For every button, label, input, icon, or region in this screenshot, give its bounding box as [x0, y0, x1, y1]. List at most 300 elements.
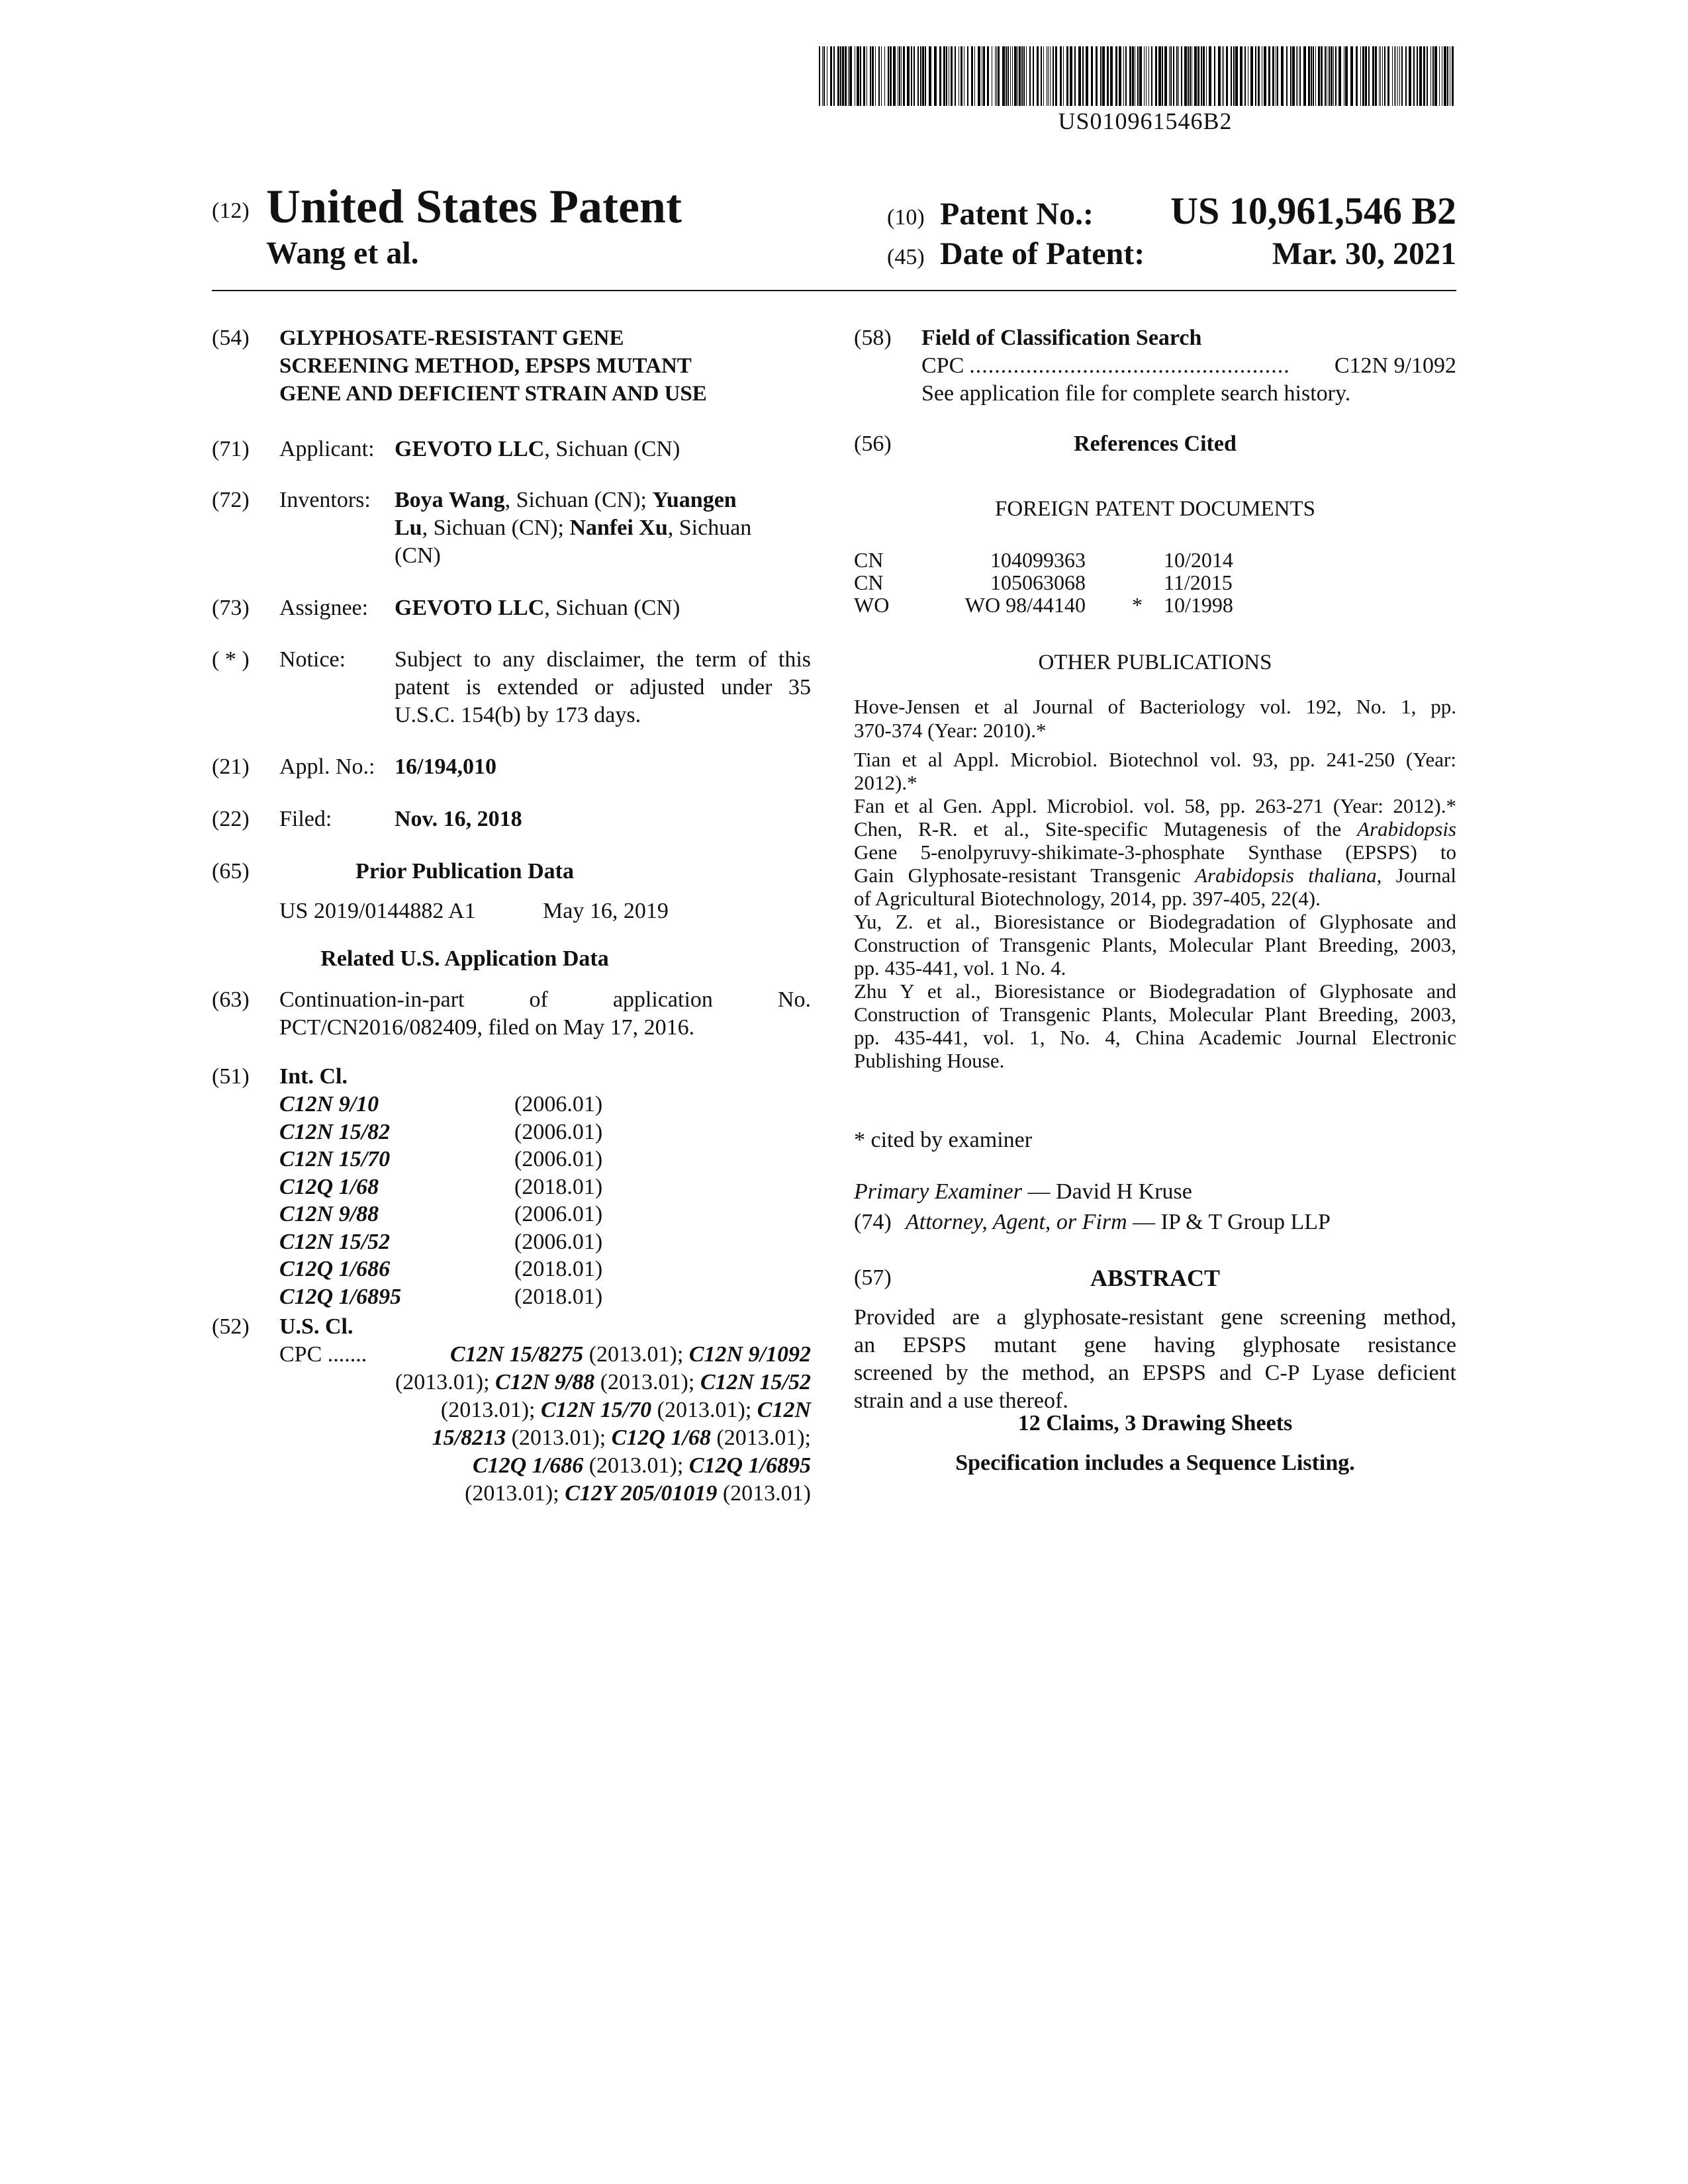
- notice-line: patent is extended or adjusted under 35: [395, 675, 811, 700]
- barcode-bar: [1382, 46, 1383, 106]
- barcode-bar: [1115, 46, 1117, 106]
- foreign-country: WO: [854, 593, 890, 617]
- cpc-class: C12N 9/88: [495, 1370, 595, 1394]
- patent-number: US 10,961,546 B2: [1170, 189, 1456, 232]
- int-cl-code: C12N 15/82: [279, 1119, 391, 1144]
- related-data-heading: Related U.S. Application Data: [320, 946, 609, 971]
- barcode-bar: [1296, 46, 1297, 106]
- barcode-bar: [1387, 46, 1389, 106]
- cpc-class: C12N 15/70: [540, 1398, 652, 1422]
- barcode-bar: [1318, 46, 1320, 106]
- abstract-line: Provided are a glyphosate-resistant gene screening method,: [854, 1305, 1456, 1330]
- barcode-bar: [860, 46, 861, 106]
- barcode-bar: [1017, 46, 1018, 106]
- foreign-country: CN: [854, 570, 884, 594]
- barcode-bar: [1173, 46, 1174, 106]
- prior-publication-number: US 2019/0144882 A1: [279, 899, 476, 923]
- code-52: (52): [212, 1314, 250, 1339]
- barcode-bar: [1272, 46, 1274, 106]
- filed-label: Filed:: [279, 807, 332, 831]
- cpc-class: C12N 9/1092: [688, 1342, 811, 1367]
- cpc-version: (2013.01): [717, 1481, 811, 1506]
- publication-line: pp. 435-441, vol. 1 No. 4.: [854, 956, 1066, 979]
- appl-no-label: Appl. No.:: [279, 754, 375, 779]
- barcode-bar: [1244, 46, 1246, 106]
- int-cl-version: (2006.01): [514, 1092, 603, 1116]
- barcode-bar: [1311, 46, 1312, 106]
- barcode-bar: [1014, 46, 1017, 106]
- barcode-bar: [1066, 46, 1068, 106]
- barcode-bar: [1012, 46, 1013, 106]
- barcode-bar: [1321, 46, 1323, 106]
- assignee-label: Assignee:: [279, 596, 369, 620]
- continuation-word: Continuation-in-part: [279, 987, 465, 1012]
- barcode-bar: [1240, 46, 1243, 106]
- barcode-bar: [1125, 46, 1127, 106]
- cited-by-examiner-note: * cited by examiner: [854, 1128, 1033, 1152]
- abstract-line: an EPSPS mutant gene having glyphosate resistance: [854, 1333, 1456, 1357]
- barcode-bar: [1132, 46, 1134, 106]
- barcode-bar: [1338, 46, 1341, 106]
- barcode-bar: [1384, 46, 1385, 106]
- barcode-bar: [1008, 46, 1009, 106]
- barcode-bar: [1201, 46, 1202, 106]
- barcode-bar: [830, 46, 832, 106]
- inventor-location: , Sichuan (CN);: [422, 516, 570, 540]
- cpc-class: C12Y 205/01019: [565, 1481, 718, 1506]
- inventor-location: (CN): [395, 543, 441, 568]
- barcode-bar: [1365, 46, 1367, 106]
- claims-summary: 12 Claims, 3 Drawing Sheets: [1017, 1411, 1293, 1435]
- barcode-bar: [1164, 46, 1167, 106]
- classification-cpc-row: [921, 352, 1456, 380]
- barcode-bar: [1184, 46, 1187, 106]
- barcode-bar: [1010, 46, 1011, 106]
- inventor-name: Lu: [395, 516, 422, 540]
- foreign-number: WO 98/44140: [964, 593, 1086, 617]
- barcode-bar: [1356, 46, 1358, 106]
- cpc-class: C12Q 1/686: [473, 1453, 584, 1478]
- code-63: (63): [212, 987, 250, 1012]
- barcode-bar: [1178, 46, 1179, 106]
- barcode-bar: [961, 46, 962, 106]
- publication-line: 2012).*: [854, 771, 917, 794]
- code-58: (58): [854, 326, 892, 350]
- barcode-bar: [1297, 46, 1298, 106]
- prior-publication-heading: Prior Publication Data: [355, 859, 574, 884]
- barcode-bar: [1250, 46, 1253, 106]
- barcode-bar: [1290, 46, 1291, 106]
- applicant-label: Applicant:: [279, 437, 375, 461]
- barcode-bar: [1375, 46, 1377, 106]
- barcode-bar: [1315, 46, 1316, 106]
- code-21: (21): [212, 754, 250, 779]
- int-cl-version: (2018.01): [514, 1257, 603, 1281]
- barcode-bar: [955, 46, 956, 106]
- barcode-bar: [1074, 46, 1076, 106]
- examiner-label: Primary Examiner: [854, 1179, 1023, 1204]
- abstract-line: screened by the method, an EPSPS and C-P Lyase deficient: [854, 1361, 1456, 1385]
- barcode-bar: [1235, 46, 1238, 106]
- cpc-version: (2013.01);: [440, 1398, 541, 1422]
- barcode-bar: [1303, 46, 1306, 106]
- filed-value: Nov. 16, 2018: [395, 807, 522, 831]
- barcode-bar: [1023, 46, 1025, 106]
- barcode-bar: [1209, 46, 1211, 106]
- inventor-name: Nanfei Xu: [569, 516, 668, 540]
- other-publications-heading: OTHER PUBLICATIONS: [1038, 651, 1272, 674]
- int-cl-version: (2006.01): [514, 1119, 603, 1144]
- cpc-label: CPC .......: [279, 1342, 367, 1367]
- barcode-bar: [1158, 46, 1161, 106]
- barcode-bar: [922, 46, 924, 106]
- barcode-bar: [1123, 46, 1124, 106]
- barcode-bar: [1026, 46, 1027, 106]
- us-cl-heading: U.S. Cl.: [279, 1314, 353, 1339]
- foreign-number: 105063068: [990, 570, 1086, 594]
- barcode-bar: [1181, 46, 1182, 106]
- barcode-bar: [1325, 46, 1326, 106]
- cpc-version: (2013.01);: [395, 1370, 496, 1394]
- barcode-bar: [849, 46, 852, 106]
- us-cl-body: [279, 1341, 811, 1508]
- foreign-date: 11/2015: [1164, 570, 1233, 594]
- barcode-bar: [1399, 46, 1400, 106]
- int-cl-version: (2006.01): [514, 1147, 603, 1171]
- barcode-bar: [1333, 46, 1334, 106]
- barcode-bar: [911, 46, 912, 106]
- attorney-dash: —: [1127, 1210, 1161, 1234]
- barcode-bar: [1233, 46, 1235, 106]
- foreign-document-row: [854, 546, 1251, 572]
- barcode-bar: [1021, 46, 1023, 106]
- barcode-bar: [917, 46, 919, 106]
- code-45: (45): [887, 245, 925, 269]
- int-cl-row: [279, 1228, 624, 1256]
- int-cl-version: (2018.01): [514, 1284, 603, 1309]
- int-cl-row: [279, 1255, 624, 1283]
- int-cl-version: (2006.01): [514, 1202, 603, 1226]
- barcode-bar: [1053, 46, 1054, 106]
- barcode-bar: [996, 46, 997, 106]
- barcode-bar: [1444, 46, 1446, 106]
- barcode-bar: [901, 46, 902, 106]
- barcode-bar: [1439, 46, 1440, 106]
- barcode-bar: [872, 46, 874, 106]
- barcode-bar: [1258, 46, 1260, 106]
- cpc-leader-dots: ...................................................: [969, 353, 1290, 378]
- int-cl-row: [279, 1201, 624, 1228]
- assignee-name: GEVOTO LLC: [395, 596, 545, 620]
- code-72: (72): [212, 488, 250, 512]
- examiner-name: David H Kruse: [1056, 1179, 1192, 1204]
- barcode-bar: [1264, 46, 1266, 106]
- sequence-listing-note: Specification includes a Sequence Listing.: [955, 1451, 1355, 1475]
- barcode-bar: [1350, 46, 1353, 106]
- barcode-bar: [920, 46, 921, 106]
- foreign-documents-table: [854, 546, 1456, 617]
- abstract-body: [854, 1304, 1456, 1415]
- foreign-document-row: [854, 569, 1251, 594]
- barcode-bar: [1086, 46, 1088, 106]
- barcode-bar: [833, 46, 835, 106]
- barcode-bar: [934, 46, 937, 106]
- barcode-bar: [1345, 46, 1348, 106]
- inventor-location: , Sichuan (CN);: [504, 488, 653, 512]
- code-10: (10): [887, 205, 925, 230]
- int-cl-code: C12Q 1/68: [279, 1174, 379, 1199]
- cpc-version: (2013.01);: [594, 1370, 700, 1394]
- barcode-bar: [837, 46, 839, 106]
- invention-title-line: GLYPHOSATE-RESISTANT GENE: [279, 326, 624, 350]
- publication-line: Construction of Transgenic Plants, Molecular Plant Breeding, 2003,: [854, 933, 1456, 956]
- barcode-bar: [1372, 46, 1374, 106]
- continuation-word: application: [612, 987, 713, 1012]
- prior-publication-date: May 16, 2019: [543, 899, 669, 923]
- publication-line: of Agricultural Biotechnology, 2014, pp. 397-405, 22(4).: [854, 887, 1321, 910]
- barcode-bar: [1188, 46, 1189, 106]
- examiner-dash: —: [1022, 1179, 1056, 1204]
- publication-line: Fan et al Gen. Appl. Microbiol. vol. 58, pp. 263-271 (Year: 2012).*: [854, 794, 1456, 817]
- cpc-class: C12N: [757, 1398, 811, 1422]
- barcode-bar: [1137, 46, 1139, 106]
- classification-heading: Field of Classification Search: [921, 326, 1202, 350]
- assignee-location: , Sichuan (CN): [544, 596, 680, 620]
- barcode-bar: [1055, 46, 1057, 106]
- foreign-date: 10/2014: [1164, 548, 1233, 572]
- barcode-bar: [1368, 46, 1370, 106]
- barcode-bar: [1268, 46, 1270, 106]
- int-cl-code: C12Q 1/6895: [279, 1284, 402, 1309]
- abstract-line: strain and a use thereof.: [854, 1388, 1068, 1413]
- barcode-bar: [881, 46, 882, 106]
- publication-text: , Journal: [1376, 864, 1456, 887]
- barcode-bar: [1226, 46, 1228, 106]
- barcode-bar: [1427, 46, 1428, 106]
- code-56: (56): [854, 432, 892, 456]
- appl-no-value: 16/194,010: [395, 754, 496, 779]
- cpc-version: (2013.01);: [465, 1481, 565, 1506]
- barcode-bar: [1447, 46, 1448, 106]
- publication-line: Hove-Jensen et al Journal of Bacteriology vol. 192, No. 1, pp.: [854, 695, 1456, 718]
- barcode-bar: [1331, 46, 1333, 106]
- publication-line: Construction of Transgenic Plants, Molecular Plant Breeding, 2003,: [854, 1003, 1456, 1026]
- invention-title-line: SCREENING METHOD, EPSPS MUTANT: [279, 354, 692, 378]
- barcode-bar: [1222, 46, 1223, 106]
- barcode-bar: [1139, 46, 1142, 106]
- barcode-bar: [1394, 46, 1395, 106]
- cpc-value: C12N 9/1092: [1334, 353, 1456, 378]
- barcode-bar: [929, 46, 931, 106]
- barcode-bar: [1231, 46, 1232, 106]
- barcode-bar: [1392, 46, 1393, 106]
- primary-examiner-row: [854, 1178, 1456, 1206]
- barcode-bar: [1395, 46, 1396, 106]
- barcode-bar: [925, 46, 926, 106]
- barcode-bar: [914, 46, 915, 106]
- barcode-bar: [848, 46, 849, 106]
- barcode-bar: [1292, 46, 1295, 106]
- barcode-bar: [1277, 46, 1278, 106]
- code-74: (74): [854, 1210, 892, 1234]
- publication-line: [854, 817, 1456, 841]
- barcode-bar: [1110, 46, 1113, 106]
- attorney-value: IP & T Group LLP: [1160, 1210, 1331, 1234]
- barcode-bar: [819, 46, 820, 106]
- barcode-bar: [878, 46, 880, 106]
- publication-line: Yu, Z. et al., Bioresistance or Biodegradation of Glyphosate and: [854, 910, 1456, 933]
- cpc-class: C12Q 1/68: [611, 1426, 711, 1450]
- barcode-bar: [1405, 46, 1407, 106]
- cpc-version: (2013.01);: [651, 1398, 757, 1422]
- barcode-bar: [971, 46, 973, 106]
- barcode-bar: [1299, 46, 1301, 106]
- publication-text: Gain Glyphosate-resistant Transgenic: [854, 864, 1196, 887]
- barcode-bar: [893, 46, 896, 106]
- header-rule: [212, 290, 1456, 291]
- barcode-bar: [1190, 46, 1191, 106]
- patent-no-label: Patent No.:: [940, 197, 1094, 232]
- barcode-bar: [1050, 46, 1051, 106]
- barcode: [819, 46, 1454, 106]
- int-cl-row: [279, 1118, 624, 1146]
- barcode-bar: [1329, 46, 1330, 106]
- cpc-label: CPC: [921, 353, 964, 378]
- attorney-label: Attorney, Agent, or Firm: [906, 1210, 1127, 1234]
- cpc-class: C12N 15/8275: [450, 1342, 584, 1367]
- int-cl-heading: Int. Cl.: [279, 1064, 348, 1089]
- barcode-bar: [870, 46, 871, 106]
- barcode-bar: [978, 46, 980, 106]
- barcode-bar: [1194, 46, 1197, 106]
- barcode-bar: [1286, 46, 1288, 106]
- barcode-bar: [1214, 46, 1215, 106]
- barcode-bar: [1096, 46, 1098, 106]
- cpc-class: C12N 15/52: [700, 1370, 811, 1394]
- barcode-bar: [1041, 46, 1042, 106]
- barcode-bar: [1002, 46, 1005, 106]
- barcode-bar: [1033, 46, 1034, 106]
- code-73: (73): [212, 596, 250, 620]
- barcode-bar: [840, 46, 841, 106]
- foreign-document-row: [854, 591, 1251, 617]
- barcode-bar: [1169, 46, 1170, 106]
- int-cl-code: C12N 15/70: [279, 1147, 391, 1171]
- barcode-bar: [888, 46, 889, 106]
- continuation-line: PCT/CN2016/082409, filed on May 17, 2016.: [279, 1015, 695, 1040]
- barcode-bar: [1048, 46, 1049, 106]
- foreign-date: 10/1998: [1164, 593, 1233, 617]
- barcode-bar: [899, 46, 900, 106]
- notice-label: Notice:: [279, 647, 346, 672]
- cpc-version: (2013.01);: [710, 1426, 811, 1450]
- int-cl-row: [279, 1091, 624, 1118]
- barcode-bar: [1409, 46, 1411, 106]
- patent-date: Mar. 30, 2021: [1272, 236, 1456, 271]
- foreign-cited-star: *: [1132, 593, 1143, 617]
- barcode-bar: [1043, 46, 1044, 106]
- barcode-bar: [1413, 46, 1415, 106]
- cpc-version: (2013.01);: [583, 1453, 689, 1478]
- code-54: (54): [212, 326, 250, 350]
- barcode-bar: [1176, 46, 1178, 106]
- barcode-bar: [995, 46, 996, 106]
- abstract-heading: ABSTRACT: [1090, 1265, 1221, 1291]
- barcode-number: US010961546B2: [1058, 108, 1233, 134]
- barcode-bar: [1151, 46, 1152, 106]
- inventor-short: Wang et al.: [266, 236, 419, 271]
- barcode-bar: [983, 46, 985, 106]
- continuation-word: of: [529, 987, 548, 1012]
- barcode-bar: [1397, 46, 1398, 106]
- barcode-bar: [842, 46, 844, 106]
- barcode-bar: [1419, 46, 1422, 106]
- barcode-bar: [1129, 46, 1131, 106]
- int-cl-code: C12N 9/10: [279, 1092, 379, 1116]
- barcode-bar: [1144, 46, 1145, 106]
- code-22: (22): [212, 807, 250, 831]
- barcode-bar: [1029, 46, 1031, 106]
- inventor-name: Yuangen: [652, 488, 737, 512]
- publication-line: 370-374 (Year: 2010).*: [854, 719, 1047, 742]
- barcode-bar: [1155, 46, 1157, 106]
- int-cl-version: (2006.01): [514, 1229, 603, 1254]
- publication-line: pp. 435-441, vol. 1, No. 4, China Academic Journal Electronic: [854, 1026, 1456, 1049]
- publication-italic: Arabidopsis thaliana: [1195, 864, 1377, 887]
- barcode-bar: [1379, 46, 1380, 106]
- barcode-bar: [1070, 46, 1072, 106]
- section-74-attorney: [854, 1208, 1456, 1236]
- cpc-class: C12Q 1/6895: [688, 1453, 811, 1478]
- inventor-location: , Sichuan: [667, 516, 752, 540]
- barcode-bar: [1255, 46, 1256, 106]
- barcode-bar: [1417, 46, 1418, 106]
- barcode-bar: [1197, 46, 1199, 106]
- barcode-bar: [1162, 46, 1163, 106]
- barcode-bar: [1335, 46, 1336, 106]
- barcode-bar: [1203, 46, 1205, 106]
- barcode-bar: [967, 46, 968, 106]
- barcode-bar: [1102, 46, 1105, 106]
- barcode-bar: [1360, 46, 1361, 106]
- barcode-bar: [946, 46, 947, 106]
- barcode-bar: [907, 46, 910, 106]
- barcode-bar: [1308, 46, 1310, 106]
- notice-line: Subject to any disclaimer, the term of this: [395, 647, 811, 672]
- barcode-bar: [987, 46, 989, 106]
- barcode-bar: [974, 46, 975, 106]
- barcode-bar: [1401, 46, 1403, 106]
- code-51: (51): [212, 1064, 250, 1089]
- int-cl-row: [279, 1283, 624, 1311]
- int-cl-code: C12N 9/88: [279, 1202, 379, 1226]
- publication-line: [854, 864, 1456, 887]
- int-cl-code: C12N 15/52: [279, 1229, 391, 1254]
- applicant-location: , Sichuan (CN): [544, 437, 680, 461]
- barcode-graphic: [819, 46, 1454, 106]
- barcode-bar: [822, 46, 823, 106]
- int-cl-row: [279, 1173, 624, 1201]
- barcode-bar: [998, 46, 1000, 106]
- barcode-bar: [1060, 46, 1062, 106]
- barcode-bar: [1107, 46, 1109, 106]
- barcode-bar: [1223, 46, 1224, 106]
- cpc-class: 15/8213: [432, 1426, 506, 1450]
- barcode-bar: [1146, 46, 1147, 106]
- references-heading: References Cited: [1074, 432, 1237, 456]
- document-title: United States Patent: [266, 180, 682, 233]
- barcode-bar: [1170, 46, 1172, 106]
